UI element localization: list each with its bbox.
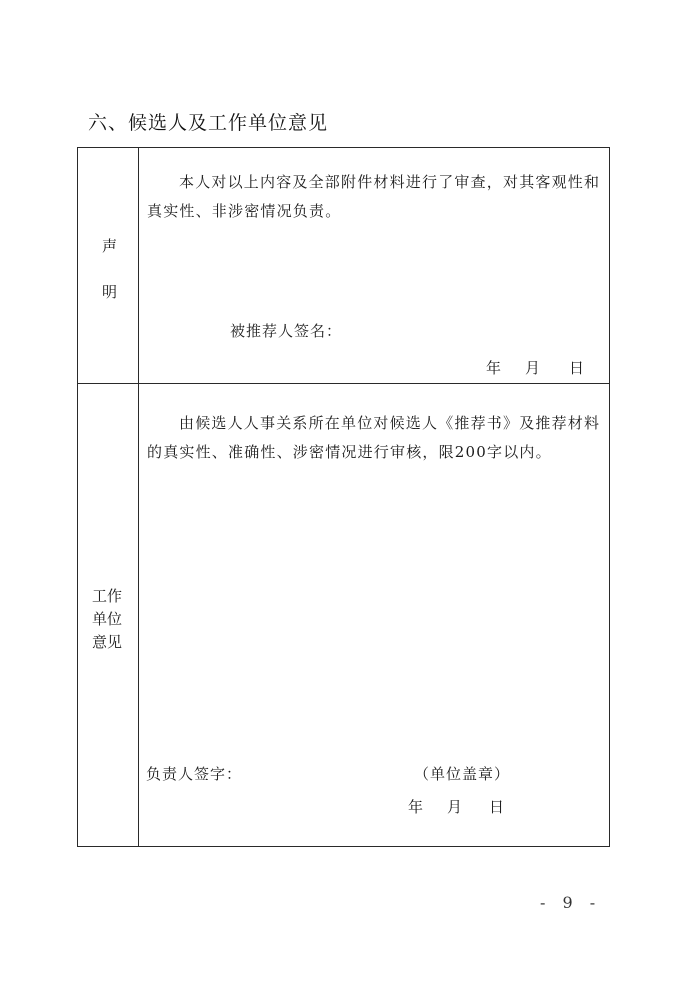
employer-label-line-2: 单位	[92, 610, 123, 628]
employer-date-month: 月	[447, 798, 464, 816]
responsible-person-label: 负责人签字：	[146, 765, 243, 783]
declaration-text: 本人对以上内容及全部附件材料进行了审查，对其客观性和真实性、非涉密情况负责。	[147, 173, 601, 220]
declaration-label-char-2: 明	[102, 283, 118, 301]
declaration-label-char-1: 声	[102, 237, 118, 255]
employer-date-day: 日	[489, 798, 506, 816]
column-divider	[138, 148, 139, 846]
declaration-date-month: 月	[525, 359, 542, 377]
opinion-table	[77, 147, 610, 847]
employer-label-line-3: 意见	[92, 633, 123, 651]
row-divider	[78, 383, 609, 384]
employer-date-year: 年	[408, 798, 425, 816]
declaration-date-year: 年	[486, 359, 503, 377]
declaration-date-day: 日	[569, 359, 586, 377]
unit-seal-label: （单位盖章）	[414, 765, 511, 783]
page-number: - 9 -	[540, 893, 602, 912]
employer-instruction-text: 由候选人人事关系所在单位对候选人《推荐书》及推荐材料的真实性、准确性、涉密情况进行审核，限200字以内。	[147, 414, 601, 461]
employer-label-line-1: 工作	[92, 587, 123, 605]
signature-label: 被推荐人签名：	[230, 322, 343, 340]
section-title: 六、候选人及工作单位意见	[88, 112, 329, 134]
